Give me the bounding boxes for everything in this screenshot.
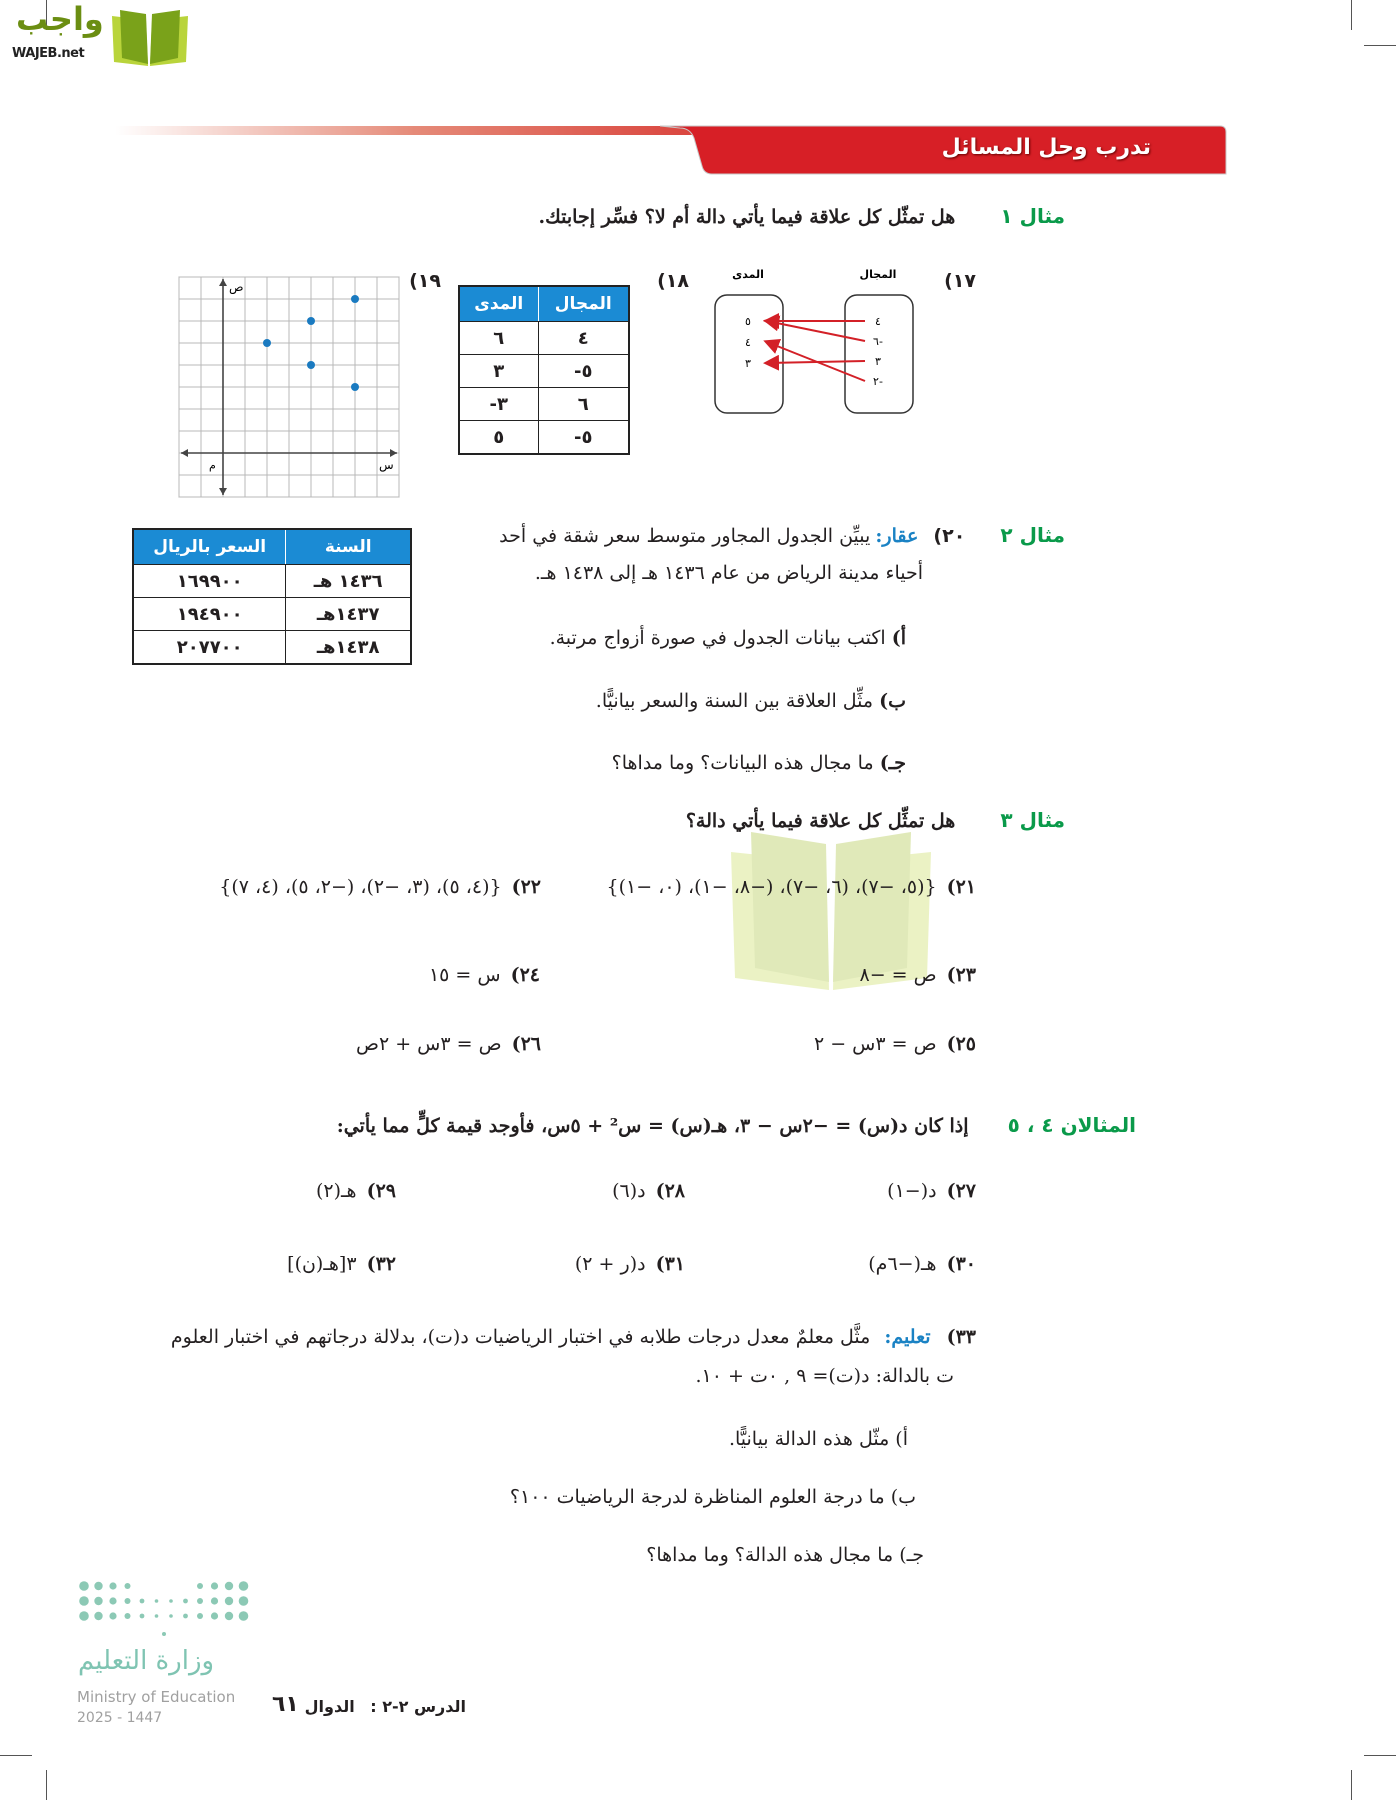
logo-dot	[211, 1582, 218, 1589]
x-axis-label: س	[379, 458, 394, 472]
table-cell: ٦	[538, 388, 629, 421]
data-point	[307, 317, 315, 325]
table-row	[459, 421, 629, 455]
logo-dot	[169, 1614, 173, 1618]
header-price: السعر بالريال	[133, 529, 286, 565]
domain-title: المجال	[859, 268, 897, 281]
question-number: ٣١)	[655, 1253, 685, 1275]
book-icon	[106, 6, 194, 68]
example45-row	[337, 1113, 1136, 1137]
question-32	[287, 1253, 396, 1275]
table-cell: ٣-	[459, 388, 538, 421]
part-text: ما مجال هذه البيانات؟ وما مداها؟	[611, 752, 874, 774]
logo-dot	[125, 1613, 131, 1619]
table-cell: ١٤٣٧هـ	[286, 598, 411, 631]
table-cell: ٥	[459, 421, 538, 455]
question-text: يبيِّن الجدول المجاور متوسط سعر شقة في أحد	[499, 525, 871, 547]
question-30	[868, 1253, 976, 1275]
logo-dot	[197, 1583, 203, 1589]
crop-mark	[1364, 1755, 1396, 1756]
range-value: ٤	[745, 336, 751, 349]
origin-label: م	[209, 459, 216, 472]
question-text: ٣[هـ(ن)]	[287, 1253, 357, 1275]
table-row	[459, 388, 629, 421]
logo-dot	[239, 1596, 249, 1606]
example-label: مثال ٣	[1000, 808, 1065, 832]
logo-dot	[109, 1582, 116, 1589]
logo-dot	[140, 1614, 145, 1619]
ministry-name-en: Ministry of Education	[77, 1688, 236, 1706]
logo-dot	[169, 1599, 173, 1603]
question-number: ٢٣)	[946, 964, 976, 986]
table-row	[133, 565, 411, 598]
example-label: المثالان ٤ ، ٥	[1007, 1113, 1136, 1137]
part-text: مثِّل العلاقة بين السنة والسعر بيانيًّا.	[595, 690, 874, 712]
logo-dot	[155, 1599, 159, 1603]
range-title: المدى	[732, 268, 764, 281]
question-number: ٢٩)	[366, 1180, 396, 1202]
logo-dot	[140, 1599, 145, 1604]
y-axis-label: ص	[229, 280, 244, 294]
logo-dot	[239, 1581, 249, 1591]
section-title: تدرب وحل المسائل	[941, 135, 1151, 160]
question-28	[612, 1180, 685, 1202]
logo-dot	[225, 1582, 233, 1590]
question-26	[356, 1033, 541, 1055]
domain-value: ٤	[875, 315, 881, 328]
crop-mark	[1364, 45, 1396, 46]
question-25	[814, 1033, 976, 1055]
domain-value: ٣	[875, 355, 881, 368]
question-29	[316, 1180, 396, 1202]
domain-value: ٦-	[873, 335, 883, 348]
logo-dot	[109, 1597, 116, 1604]
lesson-footer	[305, 1697, 466, 1716]
logo-dot	[225, 1612, 233, 1620]
table-cell: ١٦٩٩٠٠	[133, 565, 286, 598]
example-prompt: إذا كان د(س) = −٢س − ٣، هـ(س) = س² + ٥س، فأوجد قيمة كلٍّ مما يأتي:	[336, 1115, 969, 1137]
table-cell: ٢٠٧٧٠٠	[133, 631, 286, 665]
example-prompt: هل تمثّل كل علاقة فيما يأتي دالة أم لا؟ فسِّر إجابتك.	[538, 206, 956, 228]
question-text: {(٥، −٧)، (٦، −٧)، (−٨، −١)، (٠، −١)}	[606, 876, 937, 898]
example-label: مثال ١	[1000, 204, 1065, 228]
logo-dot	[197, 1598, 203, 1604]
question-number: ٢٤)	[510, 964, 540, 986]
table-cell: ٣	[459, 355, 538, 388]
domain-range-table	[458, 285, 630, 455]
crop-mark	[46, 1770, 47, 1800]
question-text: {(٤، ٥)، (٣، −٢)، (−٢، ٥)، (٤، ٧)}	[219, 876, 502, 898]
crop-mark	[0, 1755, 32, 1756]
question-number: ٢٥)	[946, 1033, 976, 1055]
question-text: أحياء مدينة الرياض من عام ١٤٣٦ هـ إلى ١٤٣٨ هـ.	[534, 562, 923, 584]
wajeb-logo[interactable]	[8, 0, 188, 66]
ministry-year: 2025 - 1447	[77, 1710, 163, 1726]
question-number: ١٩)	[409, 270, 441, 292]
logo-dot	[225, 1597, 233, 1605]
question-number: ٢١)	[946, 876, 976, 898]
part-b: ب) ما درجة العلوم المناظرة لدرجة الرياضيات ١٠٠؟	[509, 1486, 916, 1508]
question-text: د(٦)	[612, 1180, 646, 1202]
table-cell: ٤	[538, 322, 629, 355]
part-label: أ)	[891, 627, 906, 649]
logo-dot	[125, 1598, 131, 1604]
question-text: ص = ٣س + ٢ص	[355, 1033, 502, 1055]
logo-dot	[211, 1597, 218, 1604]
header-gradient-line	[115, 126, 715, 135]
topic-label: تعليم:	[884, 1326, 931, 1348]
logo-dot	[183, 1614, 188, 1619]
question-text: س = ١٥	[428, 964, 501, 986]
data-point	[351, 295, 359, 303]
logo-dot	[155, 1614, 159, 1618]
part-b	[596, 690, 906, 712]
table-row	[133, 598, 411, 631]
question-text: ص = ٣س − ٢	[813, 1033, 937, 1055]
table-cell: ٥-	[538, 355, 629, 388]
logo-dot	[125, 1583, 131, 1589]
part-label: جـ)	[879, 752, 906, 774]
question-text: د(ر + ٢)	[574, 1253, 646, 1275]
ministry-logo-dots	[78, 1580, 250, 1640]
lesson-number: الدرس ٢-٢ :	[370, 1697, 466, 1716]
ministry-name-ar: وزارة التعليم	[78, 1646, 215, 1676]
mapping-diagram	[710, 268, 920, 418]
part-c	[612, 752, 906, 774]
logo-dot	[183, 1599, 188, 1604]
question-24	[429, 964, 540, 986]
logo-latin: WAJEB.net	[12, 46, 85, 61]
logo-dot	[94, 1582, 102, 1590]
logo-dot	[79, 1611, 89, 1621]
question-number: ٢٨)	[655, 1180, 685, 1202]
question-text: هـ(٢)	[315, 1180, 357, 1202]
part-text: اكتب بيانات الجدول في صورة أزواج مرتبة.	[549, 627, 886, 649]
crop-mark	[1351, 1770, 1352, 1800]
lesson-title: الدوال	[304, 1697, 355, 1716]
part-label: ب)	[879, 690, 906, 712]
logo-dot	[79, 1596, 89, 1606]
part-a: أ) مثّل هذه الدالة بيانيًّا.	[728, 1428, 908, 1450]
example1-row	[539, 204, 1065, 228]
question-number: ٣٢)	[366, 1253, 396, 1275]
question-text: ت بالدالة: د(ت)= ٩ , ٠ت + ١٠.	[695, 1365, 954, 1387]
example2-row	[499, 523, 1065, 547]
question-number: ٣٣)	[946, 1326, 976, 1348]
data-point	[351, 383, 359, 391]
logo-arabic: واجب	[16, 0, 104, 38]
table-cell: ١٩٤٩٠٠	[133, 598, 286, 631]
logo-dot	[109, 1612, 116, 1619]
question-number: ١٧)	[944, 270, 976, 292]
question-21	[607, 876, 977, 898]
question-number: ٣٠)	[946, 1253, 976, 1275]
example3-row	[686, 808, 1065, 832]
data-point	[263, 339, 271, 347]
question-27	[887, 1180, 976, 1202]
range-oval	[715, 295, 783, 413]
range-value: ٣	[745, 357, 751, 370]
example-label: مثال ٢	[1000, 523, 1065, 547]
question-number: ٢٦)	[511, 1033, 541, 1055]
question-text: د(−١)	[887, 1180, 937, 1202]
price-table	[132, 528, 412, 665]
question-number: ٢٢)	[511, 876, 541, 898]
header-domain: المجال	[538, 286, 629, 322]
logo-dot	[197, 1613, 203, 1619]
domain-value: ٢-	[873, 375, 883, 388]
logo-dot	[211, 1612, 218, 1619]
page-number: ٦١	[272, 1692, 299, 1717]
data-point	[307, 361, 315, 369]
question-text: مثَّل معلمٌ معدل درجات طلابه في اختبار الرياضيات د(ت)، بدلالة درجاتهم في اختبار العلوم	[170, 1326, 871, 1348]
part-c: جـ) ما مجال هذه الدالة؟ وما مداها؟	[646, 1544, 924, 1566]
question-31	[575, 1253, 685, 1275]
table-row	[459, 355, 629, 388]
coordinate-graph	[176, 274, 402, 500]
question-33	[171, 1326, 976, 1348]
header-year: السنة	[286, 529, 411, 565]
question-number: ٢٧)	[946, 1180, 976, 1202]
question-23	[859, 964, 976, 986]
logo-dot	[162, 1632, 166, 1636]
question-22	[219, 876, 541, 898]
crop-mark	[1351, 0, 1352, 30]
question-number: ٢٠)	[933, 525, 966, 547]
logo-dot	[94, 1597, 102, 1605]
table-cell: ١٤٣٨هـ	[286, 631, 411, 665]
domain-oval	[845, 295, 913, 413]
logo-dot	[239, 1611, 249, 1621]
question-text: هـ(−٦م)	[868, 1253, 937, 1275]
table-cell: ١٤٣٦ هـ	[286, 565, 411, 598]
logo-dot	[79, 1581, 89, 1591]
header-range: المدى	[459, 286, 538, 322]
logo-dot	[94, 1612, 102, 1620]
table-cell: ٦	[459, 322, 538, 355]
question-number: ١٨)	[657, 270, 689, 292]
question-text: ص = −٨	[859, 964, 937, 986]
part-a	[550, 627, 906, 649]
example-prompt: هل تمثِّل كل علاقة فيما يأتي دالة؟	[685, 810, 956, 832]
table-row	[133, 631, 411, 665]
range-value: ٥	[745, 315, 751, 328]
table-cell: ٥-	[538, 421, 629, 455]
table-row	[459, 322, 629, 355]
topic-label: عقار:	[875, 525, 919, 547]
